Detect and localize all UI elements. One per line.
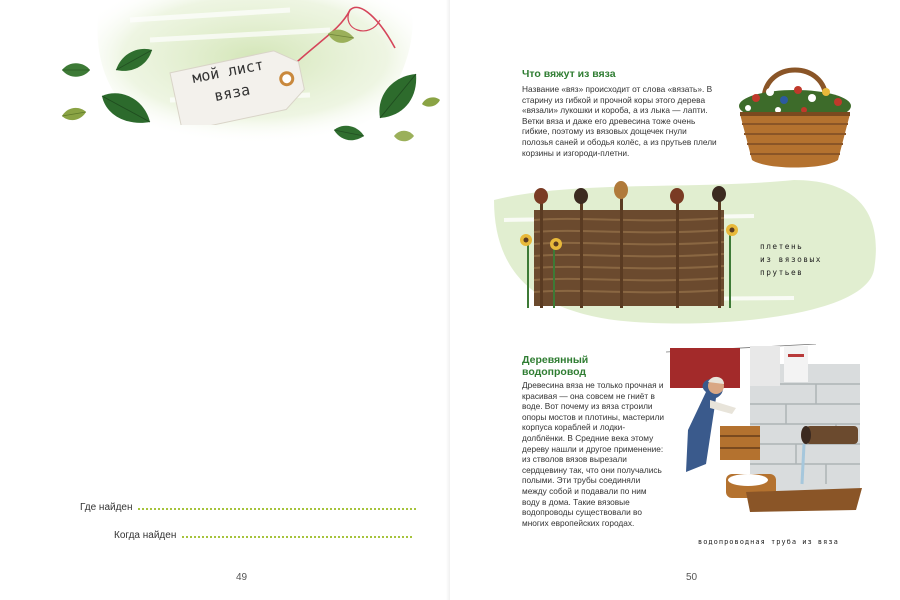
elm-leaf-icon: [60, 104, 88, 124]
fence-caption-line2: из вязовых: [760, 255, 822, 264]
page-number: 50: [686, 572, 698, 583]
found-where-field[interactable]: [138, 502, 416, 510]
fence-caption-line1: плетень: [760, 242, 804, 251]
fence-caption-line3: прутьев: [760, 268, 804, 277]
elm-leaf-icon: [420, 94, 442, 110]
pipe-caption: водопроводная труба из вяза: [698, 538, 839, 546]
fence-caption: [760, 240, 822, 279]
section2-body: Древесина вяза не только прочная и красивая — она совсем не гниёт в воде. Вот почему из вяза строили опоры мостов и плотины, мастерили корпуса кораблей и лодки-долблёнки. В Средние века этому дереву нашли и другое применение: из стволов вязов вырезали сердцевину так, что они получались полыми. Эти трубы соединяли между собой и подавали по ним воду в дома. Такие вязовые водопроводы существовали во многих европейских городах.: [522, 380, 665, 528]
flower-basket-illustration: [734, 60, 856, 172]
elm-leaf-icon: [98, 88, 152, 128]
section2-heading: [522, 354, 588, 378]
section1-heading: Что вяжут из вяза: [522, 68, 616, 80]
elm-leaf-icon: [60, 60, 92, 80]
section1-body: Название «вяз» происходит от слова «вязать». В старину из гибкой и прочной коры этого дерева «вязали» лукошки и короба, а из лыка — лапти. Ветки вяза и даже его древесина тоже очень гибкие, поэтому из вязовых дощечек гнули полозья саней и ободья колёс, а из прутьев плели корзины и изгороди-плетни.: [522, 84, 717, 158]
tag-title-line1: мой лист: [190, 55, 266, 87]
elm-leaf-icon: [326, 26, 356, 46]
found-when-field[interactable]: [182, 530, 412, 538]
found-where-label: Где найден: [80, 502, 133, 513]
found-when-label: Когда найден: [114, 530, 177, 541]
found-where-row: [80, 502, 416, 513]
wattle-fence-illustration: [494, 180, 894, 330]
section2-heading-line1: Деревянный: [522, 354, 589, 366]
elm-leaf-icon: [332, 122, 366, 144]
elm-leaf-icon: [392, 128, 416, 144]
section2-heading-line2: водопровод: [522, 366, 587, 378]
right-page: [450, 0, 900, 600]
page-number: 49: [236, 572, 248, 583]
elm-leaf-icon: [114, 46, 154, 76]
found-when-row: [114, 530, 412, 541]
elm-leaf-icon: [374, 72, 420, 122]
tag-title-line2: вяза: [212, 80, 252, 106]
water-pipe-illustration: [666, 344, 862, 522]
